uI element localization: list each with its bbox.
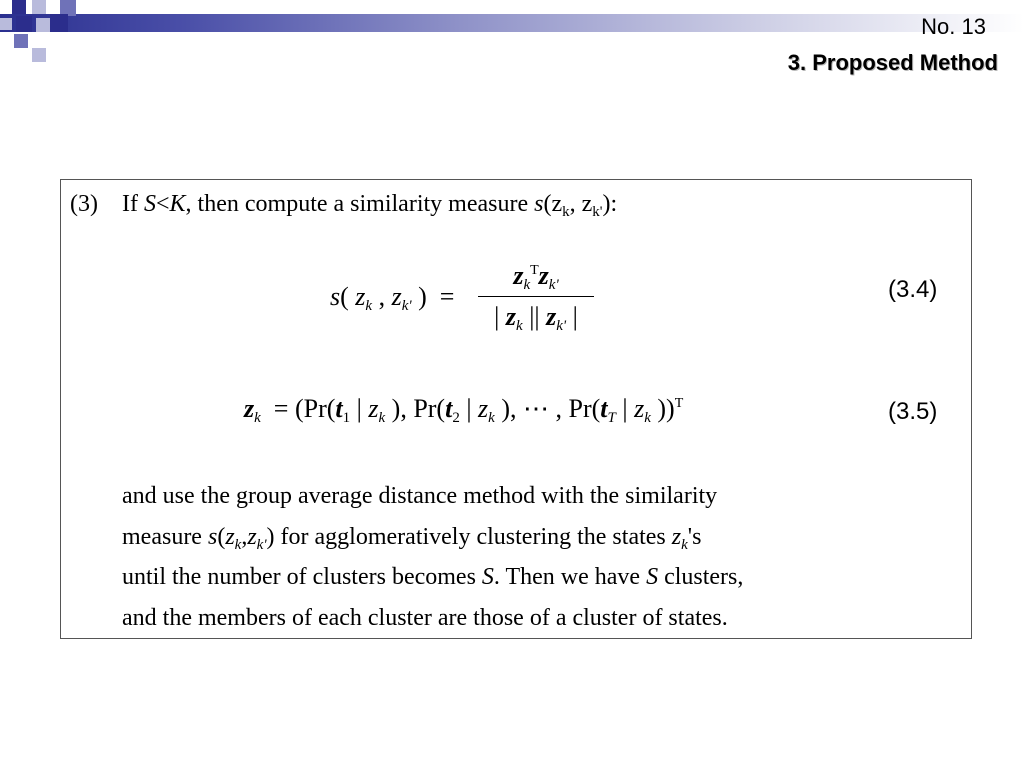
decor-square (32, 48, 46, 62)
decor-square (16, 16, 32, 32)
measure-args: ($z_k$, $z_{k'}$): (543, 191, 618, 220)
decor-square (12, 0, 26, 14)
equation-3-5-label: (3.5) (888, 398, 938, 425)
equation-3-4-fraction: $z_k^Tz_{k'}$ | $z_k$ || $z_{k'}$ | (478, 258, 594, 335)
equation-3-5: $z_k = (Pr(t_1$ | $z_k$ ), $Pr(t_2$ | $z_k$ ), ⋯ , $Pr(t_T$ | $z_k$ ))$^T$ (244, 394, 684, 426)
measure-fn: s (534, 191, 544, 217)
condition-s: S (143, 191, 156, 217)
condition-k: K (169, 191, 186, 217)
paragraph-line-4: and the members of each cluster are those of a cluster of states. (122, 604, 728, 631)
decor-square (32, 0, 46, 14)
step-intro: If (122, 191, 138, 217)
paragraph-line-3: until the number of clusters becomes S. Then we have S clusters, (122, 564, 744, 590)
paragraph-line-2: measure $s(z_k,z_{k'})$ for agglomeratively clustering the states $z_k's$ (122, 523, 702, 553)
step-number: (3) (70, 191, 98, 217)
step-text: , then compute a similarity measure (185, 191, 529, 217)
step-3-statement (70, 189, 617, 219)
step-3-paragraph (122, 476, 743, 638)
header-gradient-band (0, 14, 1024, 32)
decor-square (0, 18, 12, 30)
equation-3-4-label: (3.4) (888, 276, 938, 303)
paragraph-line-1: and use the group average distance method with the similarity (122, 483, 718, 509)
slide-number: No. 13 (921, 14, 986, 39)
equation-3-4-lhs: s( $z_k$ , $z_{k'}$ ) = (330, 282, 455, 314)
decor-square (14, 34, 28, 48)
condition-op: < (155, 191, 170, 217)
slide-title: 3. Proposed Method (787, 50, 998, 75)
decor-square (50, 14, 68, 32)
decor-square (36, 18, 50, 32)
